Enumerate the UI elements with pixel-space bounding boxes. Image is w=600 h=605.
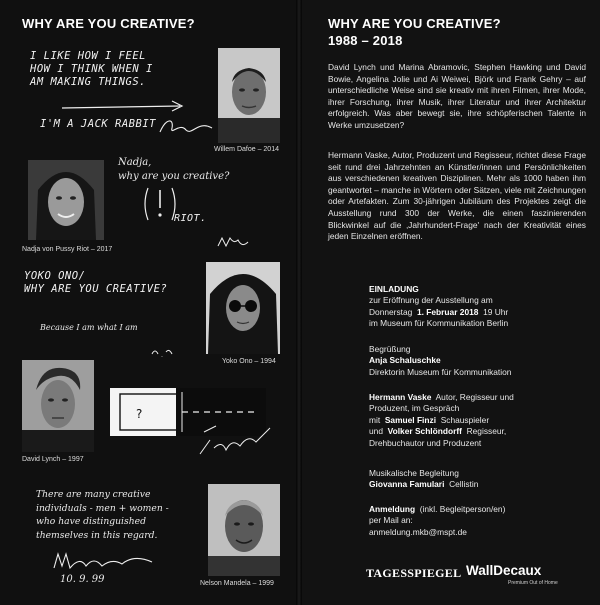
music-label: Musikalische Begleitung	[369, 468, 459, 478]
music-role: Cellistin	[449, 479, 479, 490]
invite-heading: EINLADUNG	[369, 284, 419, 294]
mandela-handwriting: There are many creative individuals - men + women - who have distinguished themselves in this regard.	[36, 489, 169, 541]
dafoe-jack-rabbit: I'M A JACK RABBIT	[40, 118, 156, 130]
greeting-block	[369, 344, 589, 378]
lynch-photo	[22, 360, 94, 452]
guest2-role2: Drehbuchautor und Produzent	[369, 437, 482, 448]
lynch-caption: David Lynch – 1997	[22, 456, 84, 463]
walldecaux-logo: WallDecaux	[466, 563, 542, 578]
nadja-signature	[216, 234, 250, 252]
intro-paragraph: David Lynch und Marina Abramovic, Stephen Hawking und David Bowie, Angelina Jolie und Ai Weiwei, Björk und Frank Gehry – auf unterschiedliche Weise sind sie kreativ mit ihren Filmen, ihrer Mode, ihrer Forschung, ihrer Musik, ihrer Literatur und ihrer Architektur erfolgreich. Was aber bewegt sie, ihre schöpferischen Talente in Werke umzusetzen?	[328, 62, 586, 130]
invite-line1: zur Eröffnung der Ausstellung am	[369, 295, 493, 306]
dafoe-handwriting: I LIKE HOW I FEEL HOW I THINK WHEN I AM MAKING THINGS.	[30, 50, 153, 88]
nadja-photo	[28, 160, 104, 240]
talk-name: Hermann Vaske	[369, 392, 432, 402]
right-title: WHY ARE YOU CREATIVE?	[328, 16, 501, 31]
greeting-name: Anja Schaluschke	[369, 355, 441, 366]
arrow-doodle	[60, 100, 190, 114]
mandela-caption: Nelson Mandela – 1999	[200, 580, 274, 587]
dafoe-caption: Willem Dafoe – 2014	[214, 146, 279, 153]
yoko-initials	[150, 346, 174, 358]
nadja-caption: Nadja von Pussy Riot – 2017	[22, 246, 113, 253]
rsvp-email-link[interactable]: anmeldung.mkb@mspt.de	[369, 526, 467, 537]
left-title: WHY ARE YOU CREATIVE?	[22, 16, 195, 31]
yoko-caption: Yoko Ono – 1994	[222, 358, 276, 365]
dafoe-signature	[156, 116, 216, 138]
tagesspiegel-logo: TAGESSPIEGEL	[366, 566, 462, 580]
rsvp-line2: per Mail an:	[369, 515, 413, 526]
yoko-handwriting: YOKO ONO/ WHY ARE YOU CREATIVE?	[24, 270, 168, 295]
music-block	[369, 468, 589, 491]
invitation-block	[369, 284, 589, 330]
svg-text:?: ?	[136, 407, 143, 421]
talk-role2: Produzent, im Gespräch	[369, 403, 460, 414]
talk-with: mit	[369, 414, 381, 425]
guest1-role: Schauspieler	[440, 414, 490, 425]
invite-date: 1. Februar 2018	[416, 306, 479, 317]
yoko-answer: Because I am what I am	[40, 323, 138, 332]
rsvp-block	[369, 504, 589, 538]
talk-and: und	[369, 426, 383, 437]
invite-venue: im Museum für Kommunikation Berlin	[369, 318, 509, 329]
yoko-photo	[206, 262, 280, 354]
greeting-role: Direktorin Museum für Kommunikation	[369, 366, 512, 377]
greeting-label: Begrüßung	[369, 344, 411, 354]
talk-role: Autor, Regisseur und	[435, 392, 514, 402]
walldecaux-tagline: Premium Out of Home	[508, 580, 558, 586]
rsvp-label: Anmeldung	[369, 504, 416, 514]
right-subtitle: 1988 – 2018	[328, 33, 403, 48]
rsvp-note: (inkl. Begleitperson/en)	[419, 504, 506, 514]
mandela-date: 10. 9. 99	[60, 574, 105, 585]
mandela-photo	[208, 484, 280, 576]
invite-time: 19 Uhr	[483, 306, 509, 317]
guest2-role: Regisseur,	[466, 426, 507, 437]
lynch-signature	[196, 420, 276, 460]
nadja-riot: RIOT.	[174, 213, 207, 224]
talk-block	[369, 392, 589, 449]
music-name: Giovanna Famulari	[369, 479, 445, 490]
invite-day: Donnerstag	[369, 306, 413, 317]
project-paragraph: Hermann Vaske, Autor, Produzent und Regisseur, richtet diese Frage seit rund drei Jahrzehnten an Künstler/innen und Persönlichkeiten aus verschiedenen kreativen Disziplinen. Mehr als 1000 haben ihm geantwortet – manche in Wörtern oder Sätzen, viele mit Zeichnungen oder Artefakten. Zum 30-jährigen Jubiläum des Projektes zeigt die Ausstellung rund 300 der Werke, die einen faszinierenden Blickwinkel auf die ‚Jahrhundert-Frage' nach der Kreativität eines jeden Einzelnen eröffnen.	[328, 150, 586, 242]
dafoe-photo	[218, 48, 280, 143]
guest1-name: Samuel Finzi	[384, 414, 437, 425]
guest2-name: Volker Schlöndorff	[387, 426, 462, 437]
nadja-question: Nadja, why are you creative?	[118, 157, 230, 182]
mandela-signature	[52, 550, 162, 572]
